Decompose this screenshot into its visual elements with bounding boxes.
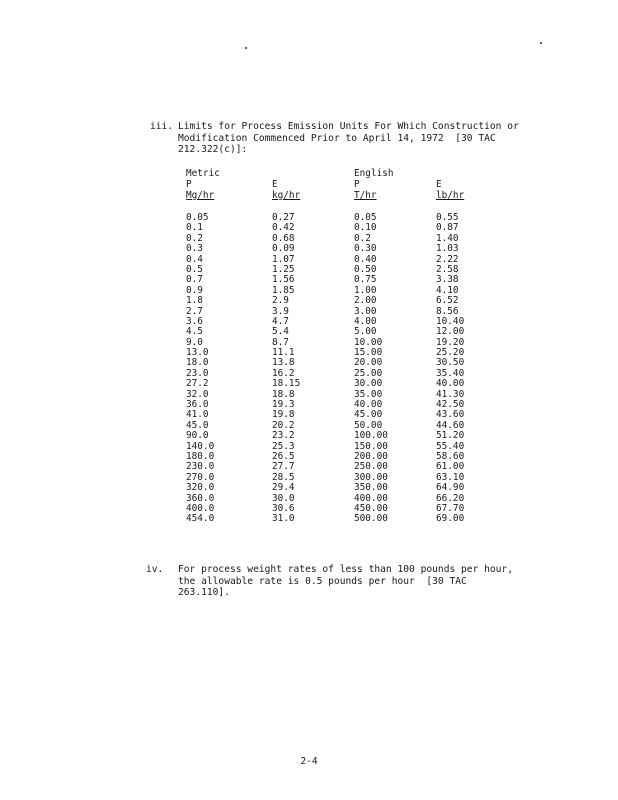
table-cell: 500.00 <box>354 513 388 525</box>
table-cell: 90.0 <box>186 430 209 442</box>
table-cell: 0.05 <box>354 212 377 223</box>
table-cell: 300.00 <box>354 471 388 483</box>
table-cell: 4.7 <box>272 315 289 327</box>
table-cell: 35.40 <box>436 367 465 379</box>
table-cell: 25.00 <box>354 367 383 379</box>
table-cell: 58.60 <box>436 450 465 462</box>
table-row <box>186 244 486 254</box>
table-cell: 140.0 <box>186 440 215 452</box>
table-cell: 1.40 <box>436 232 459 244</box>
table-cell: 19.20 <box>436 336 465 348</box>
table-cell: 41.0 <box>186 409 209 421</box>
table-cell: 9.0 <box>186 336 203 348</box>
table-cell: 454.0 <box>186 513 215 525</box>
table-cell: 66.20 <box>436 492 465 504</box>
table-cell: 0.05 <box>186 212 209 223</box>
table-cell: 6.52 <box>436 295 459 307</box>
table-cell: 0.55 <box>436 212 459 223</box>
table-cell: 42.50 <box>436 399 465 411</box>
table-cell: 450.00 <box>354 502 388 514</box>
table-cell: 25.20 <box>436 347 465 359</box>
table-cell: 1.85 <box>272 284 295 296</box>
table-cell: 5.00 <box>354 326 377 338</box>
table-cell: 200.00 <box>354 450 388 462</box>
table-cell: 0.42 <box>272 222 295 234</box>
table-cell: 15.00 <box>354 347 383 359</box>
table-cell: 2.9 <box>272 295 289 307</box>
table-cell: 19.8 <box>272 409 295 421</box>
table-cell: 50.00 <box>354 419 383 431</box>
table-cell: 100.00 <box>354 430 388 442</box>
section-iv-number: iv. <box>146 564 164 575</box>
table-cell: 0.5 <box>186 263 203 275</box>
table-cell: 30.6 <box>272 502 295 514</box>
table-cell: 43.60 <box>436 409 465 421</box>
table-cell: 2.58 <box>436 263 459 275</box>
col-unit-t-hr: T/hr <box>354 190 377 201</box>
col-unit-lb-hr: lb/hr <box>436 190 465 201</box>
table-cell: 0.87 <box>436 222 459 234</box>
table-cell: 25.3 <box>272 440 295 452</box>
table-cell: 400.00 <box>354 492 388 504</box>
table-cell: 1.8 <box>186 295 203 307</box>
table-cell: 31.0 <box>272 513 295 525</box>
table-body <box>186 213 486 525</box>
table-cell: 2.22 <box>436 253 459 265</box>
table-cell: 18.0 <box>186 357 209 369</box>
table-cell: 20.2 <box>272 419 295 431</box>
table-cell: 3.00 <box>354 305 377 317</box>
table-cell: 63.10 <box>436 471 465 483</box>
table-cell: 40.00 <box>436 378 465 390</box>
table-cell: 55.40 <box>436 440 465 452</box>
table-cell: 12.00 <box>436 326 465 338</box>
table-cell: 30.50 <box>436 357 465 369</box>
table-cell: 8.7 <box>272 336 289 348</box>
table-cell: 0.10 <box>354 222 377 234</box>
table-cell: 27.7 <box>272 461 295 473</box>
table-cell: 69.00 <box>436 513 465 525</box>
table-cell: 2.7 <box>186 305 203 317</box>
col-symbol-e-english: E <box>436 179 442 190</box>
table-cell: 18.15 <box>272 378 301 390</box>
table-cell: 13.8 <box>272 357 295 369</box>
table-cell: 3.9 <box>272 305 289 317</box>
table-cell: 36.0 <box>186 399 209 411</box>
col-symbol-p-metric: P <box>186 179 192 190</box>
col-unit-mg-hr: Mg/hr <box>186 190 215 201</box>
table-cell: 0.27 <box>272 212 295 223</box>
table-cell: 41.30 <box>436 388 465 400</box>
table-cell: 40.00 <box>354 399 383 411</box>
table-cell: 0.7 <box>186 274 203 286</box>
table-cell: 2.00 <box>354 295 377 307</box>
table-cell: 30.0 <box>272 492 295 504</box>
group-metric-label: Metric <box>186 168 220 179</box>
table-cell: 11.1 <box>272 347 295 359</box>
table-cell: 4.5 <box>186 326 203 338</box>
table-cell: 320.0 <box>186 482 215 494</box>
table-cell: 0.4 <box>186 253 203 265</box>
table-cell: 29.4 <box>272 482 295 494</box>
col-unit-kg-hr: kg/hr <box>272 190 301 201</box>
table-cell: 5.4 <box>272 326 289 338</box>
table-cell: 10.00 <box>354 336 383 348</box>
table-cell: 1.25 <box>272 263 295 275</box>
table-cell: 44.60 <box>436 419 465 431</box>
section-iv <box>146 564 550 610</box>
scan-speck <box>540 42 542 44</box>
table-cell: 270.0 <box>186 471 215 483</box>
table-cell: 0.40 <box>354 253 377 265</box>
table-cell: 400.0 <box>186 502 215 514</box>
table-cell: 150.00 <box>354 440 388 452</box>
scan-speck <box>245 47 247 49</box>
table-cell: 20.00 <box>354 357 383 369</box>
table-row <box>186 296 486 306</box>
table-cell: 1.56 <box>272 274 295 286</box>
table-cell: 1.07 <box>272 253 295 265</box>
table-cell: 1.03 <box>436 243 459 255</box>
table-cell: 350.00 <box>354 482 388 494</box>
table-cell: 8.56 <box>436 305 459 317</box>
table-cell: 0.3 <box>186 243 203 255</box>
table-row <box>186 514 486 524</box>
table-cell: 0.68 <box>272 232 295 244</box>
table-cell: 0.2 <box>186 232 203 244</box>
table-row <box>186 483 486 493</box>
table-cell: 0.2 <box>354 232 371 244</box>
section-iii <box>150 121 550 167</box>
table-cell: 3.6 <box>186 315 203 327</box>
section-iv-text: For process weight rates of less than 100 pounds per hour, the allowable rate is 0.5 pounds per hour [30 TAC 263.110]. <box>178 564 514 598</box>
table-cell: 18.8 <box>272 388 295 400</box>
table-cell: 30.00 <box>354 378 383 390</box>
table-cell: 250.00 <box>354 461 388 473</box>
table-cell: 27.2 <box>186 378 209 390</box>
table-cell: 0.50 <box>354 263 377 275</box>
table-cell: 67.70 <box>436 502 465 514</box>
table-cell: 32.0 <box>186 388 209 400</box>
table-cell: 180.0 <box>186 450 215 462</box>
table-cell: 360.0 <box>186 492 215 504</box>
col-symbol-e-metric: E <box>272 179 278 190</box>
table-cell: 230.0 <box>186 461 215 473</box>
table-cell: 19.3 <box>272 399 295 411</box>
table-cell: 26.5 <box>272 450 295 462</box>
table-cell: 1.00 <box>354 284 377 296</box>
table-cell: 45.0 <box>186 419 209 431</box>
table-cell: 45.00 <box>354 409 383 421</box>
table-cell: 4.10 <box>436 284 459 296</box>
section-iii-text: Limits for Process Emission Units For Which Construction or Modification Commenced Prior to April 14, 1972 [30 TAC 212.322(c)]: <box>178 121 519 155</box>
table-cell: 0.1 <box>186 222 203 234</box>
table-cell: 0.30 <box>354 243 377 255</box>
col-symbol-p-english: P <box>354 179 360 190</box>
table-cell: 35.00 <box>354 388 383 400</box>
table-cell: 23.2 <box>272 430 295 442</box>
page-number: 2-4 <box>300 756 318 767</box>
table-cell: 16.2 <box>272 367 295 379</box>
table-cell: 4.00 <box>354 315 377 327</box>
table-cell: 51.20 <box>436 430 465 442</box>
section-iii-number: iii. <box>150 121 174 132</box>
table-cell: 28.5 <box>272 471 295 483</box>
table-cell: 23.0 <box>186 367 209 379</box>
table-cell: 0.09 <box>272 243 295 255</box>
table-cell: 0.9 <box>186 284 203 296</box>
table-cell: 0.75 <box>354 274 377 286</box>
table-cell: 10.40 <box>436 315 465 327</box>
table-cell: 61.00 <box>436 461 465 473</box>
group-english-label: English <box>354 168 394 179</box>
table-cell: 3.38 <box>436 274 459 286</box>
table-cell: 13.0 <box>186 347 209 359</box>
table-cell: 64.90 <box>436 482 465 494</box>
